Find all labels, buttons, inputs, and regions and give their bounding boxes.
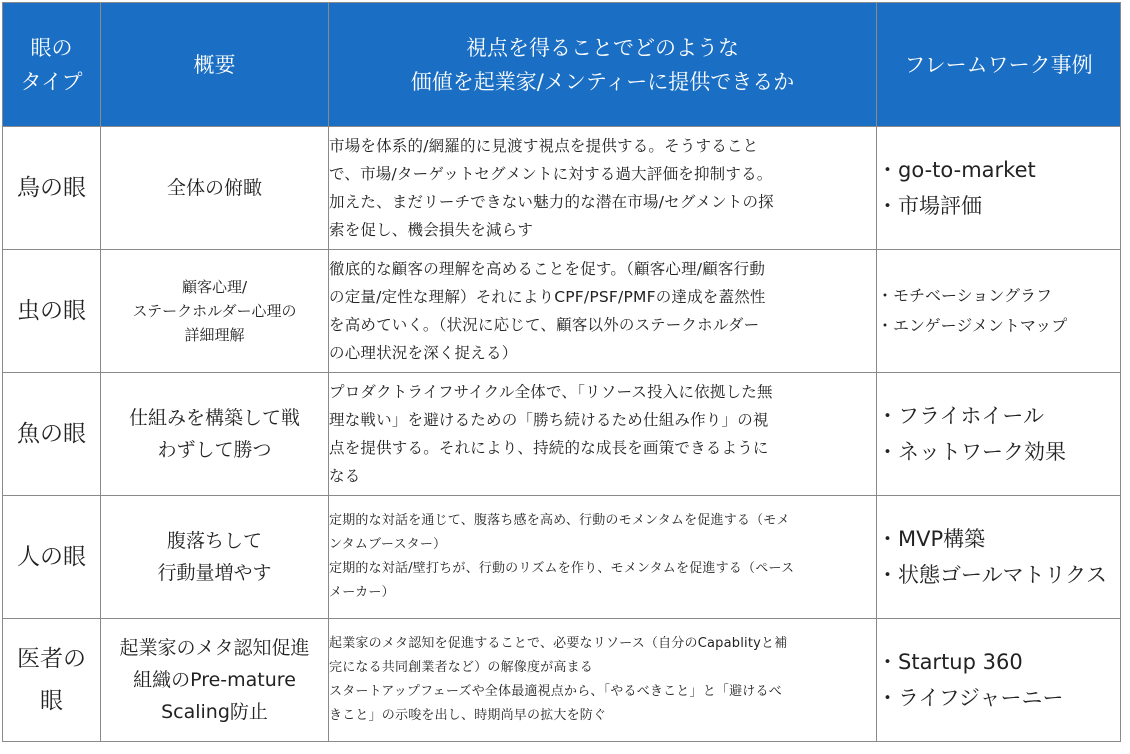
framework-item: ・go-to-market <box>877 158 1036 182</box>
description-line: 索を促し、機会損失を減らす <box>329 221 534 239</box>
header-eye-type-line2: タイプ <box>20 69 83 94</box>
description-line: 加えた、まだリーチできない魅力的な潜在市場/セグメントの探 <box>329 193 774 211</box>
description-line: なる <box>329 467 361 485</box>
framework-item: ・MVP構築 <box>877 527 986 551</box>
description-line: 定期的な対話を通じて、腹落ち感を高め、行動のモメンタムを促進する（モメ <box>329 513 790 528</box>
summary-line: 行動量増やす <box>157 562 272 584</box>
description-line: 起業家のメタ認知を促進することで、必要なリソース（自分のCapablityと補 <box>329 636 788 651</box>
eye-types-table <box>2 2 1121 742</box>
description-cell <box>329 250 877 373</box>
description-line: 定期的な対話/壁打ちが、行動のリズムを作り、モメンタムを促進する（ペース <box>329 561 795 576</box>
summary-line: 仕組みを構築して戦 <box>128 407 300 429</box>
description-cell <box>329 373 877 496</box>
summary-line: 組織のPre-mature <box>133 669 296 691</box>
description-cell <box>329 496 877 619</box>
header-value-line2: 価値を起業家/メンティーに提供できるか <box>410 69 795 94</box>
eye-type-label: 医者の <box>17 646 86 672</box>
framework-item: ・Startup 360 <box>877 650 1023 674</box>
description-line: きこと」の示唆を出し、時期尚早の拡大を防ぐ <box>329 708 607 723</box>
description-line: 理な戦い」を避けるための「勝ち続けるため仕組み作り」の視 <box>329 411 769 429</box>
description-cell <box>329 127 877 250</box>
description-line: で、市場/ターゲットセグメントに対する過大評価を抑制する。 <box>329 165 773 183</box>
eye-type-label: 魚の眼 <box>17 421 86 447</box>
eye-type-cell <box>3 619 101 742</box>
eye-type-cell <box>3 250 101 373</box>
summary-line: 全体の俯瞰 <box>166 177 262 199</box>
header-framework: フレームワーク事例 <box>877 3 1121 127</box>
header-value-line1: 視点を得ることでどのような <box>466 35 739 60</box>
framework-item: ・市場評価 <box>877 194 982 218</box>
summary-line: 腹落ちして <box>166 530 262 552</box>
description-cell <box>329 619 877 742</box>
table-row <box>3 127 1121 250</box>
description-line: を高めていく。（状況に応じて、顧客以外のステークホルダー <box>329 316 760 334</box>
description-line: メーカー） <box>329 585 395 600</box>
framework-cell <box>877 619 1121 742</box>
summary-line: 顧客心理/ <box>181 278 248 296</box>
description-line: の心理状況を深く捉える） <box>329 344 518 362</box>
eye-type-label: 眼 <box>40 688 63 714</box>
summary-cell <box>101 496 329 619</box>
header-eye-type-line1: 眼の <box>30 35 73 60</box>
description-line: スタートアップフェーズや全体最適視点から、「やるべきこと」と「避けるべ <box>329 684 782 699</box>
summary-line: 詳細理解 <box>184 326 245 344</box>
framework-item: ・エンゲージメントマップ <box>877 316 1068 335</box>
header-summary: 概要 <box>101 3 329 127</box>
summary-cell <box>101 619 329 742</box>
framework-item: ・ネットワーク効果 <box>877 440 1066 464</box>
framework-item: ・フライホイール <box>877 404 1044 428</box>
table-row <box>3 373 1121 496</box>
eye-type-cell <box>3 127 101 250</box>
table-row <box>3 250 1121 373</box>
summary-cell <box>101 250 329 373</box>
eye-type-label: 虫の眼 <box>17 298 86 324</box>
header-eye-type <box>3 3 101 127</box>
summary-cell <box>101 373 329 496</box>
description-line: の定量/定性な理解）それによりCPF/PSF/PMFの達成を蓋然性 <box>329 288 766 306</box>
summary-line: わずして勝つ <box>157 439 272 461</box>
description-line: 徹底的な顧客の理解を高めることを促す。（顧客心理/顧客行動 <box>329 260 766 278</box>
summary-line: ステークホルダー心理の <box>132 302 297 320</box>
eye-type-label: 鳥の眼 <box>17 175 86 201</box>
description-line: ンタムブースター） <box>329 537 447 552</box>
summary-line: 起業家のメタ認知促進 <box>119 637 310 659</box>
framework-item: ・ライフジャーニー <box>877 686 1064 710</box>
description-line: 市場を体系的/網羅的に見渡す視点を提供する。そうすること <box>329 137 759 155</box>
eye-type-cell <box>3 496 101 619</box>
summary-line: Scaling防止 <box>161 701 268 723</box>
framework-item: ・モチベーショングラフ <box>877 286 1053 305</box>
framework-cell <box>877 250 1121 373</box>
description-line: プロダクトライフサイクル全体で、「リソース投入に依拠した無 <box>329 383 773 401</box>
description-line: 点を提供する。それにより、持続的な成長を画策できるように <box>329 439 769 457</box>
header-row <box>3 3 1121 127</box>
framework-item: ・状態ゴールマトリクス <box>877 563 1107 587</box>
framework-cell <box>877 496 1121 619</box>
table-row <box>3 496 1121 619</box>
eye-type-cell <box>3 373 101 496</box>
header-value <box>329 3 877 127</box>
summary-cell <box>101 127 329 250</box>
framework-cell <box>877 127 1121 250</box>
eye-type-label: 人の眼 <box>17 544 86 570</box>
description-line: 完になる共同創業者など）の解像度が高まる <box>329 660 594 675</box>
framework-cell <box>877 373 1121 496</box>
table-row <box>3 619 1121 742</box>
